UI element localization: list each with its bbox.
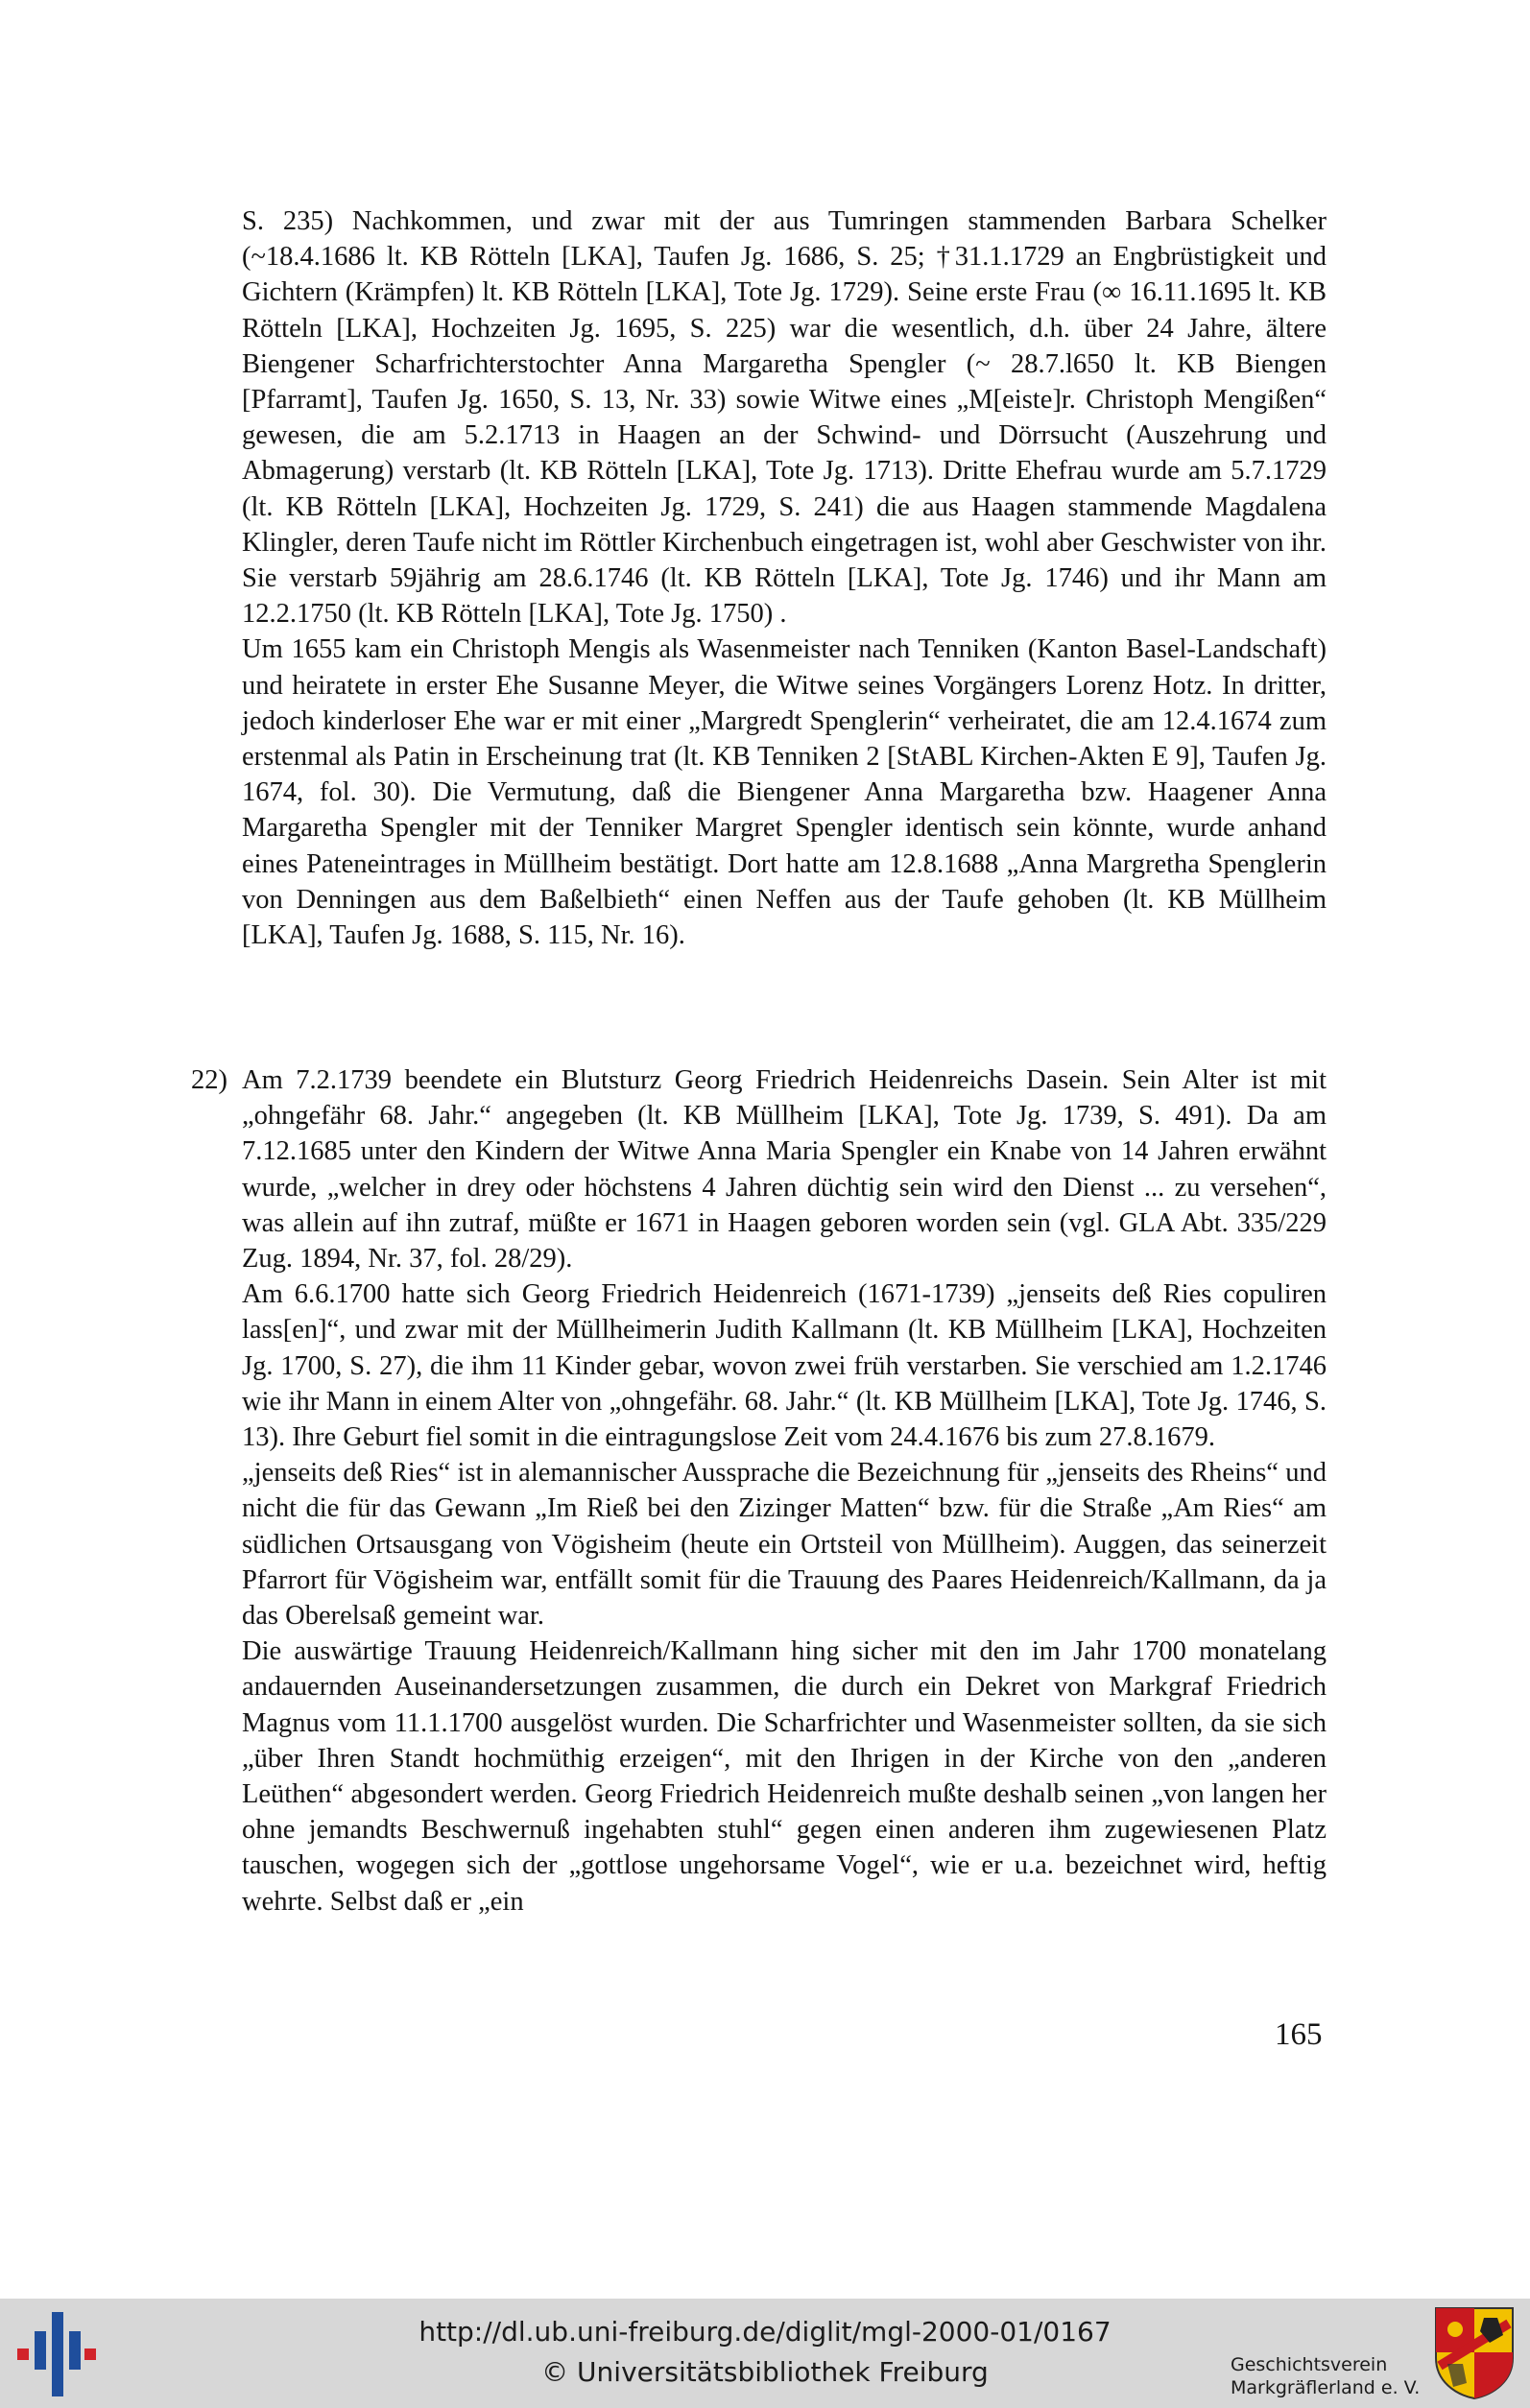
paragraph: Am 6.6.1700 hatte sich Georg Friedrich Heidenreich (1671-1739) „jenseits deß Ries copuliren lass[en]“, und zwar mit der Müllheimerin Judith Kallmann (lt. KB Müllheim [LKA], Hochzeiten Jg. 1700, S. 27), die ihm 11 Kinder gebar, wovon zwei früh verstarben. Sie verschied am 1.2.1746 wie ihr Mann in einem Alter von „ohngefähr. 68. Jahr.“ (lt. KB Müllheim [LKA], Tote Jg. 1746, S. 13). Ihre Geburt fiel somit in die eintragungslose Zeit vom 24.4.1676 bis zum 27.8.1679. — [242, 1279, 1327, 1453]
society-name-line: Geschichtsverein — [1231, 2354, 1388, 2375]
coat-of-arms-icon — [1434, 2306, 1515, 2400]
copyright-text: © Universitätsbibliothek Freiburg — [541, 2356, 989, 2388]
paragraph: Die auswärtige Trauung Heidenreich/Kallmann hing sicher mit den im Jahr 1700 monatelang andauernden Auseinandersetzungen zusammen, die durch ein Dekret von Markgraf Friedrich Magnus vom 11.1.1700 ausgelöst wurden. Die Scharfrichter und Wasenmeister sollten, da sie sich „über Ihren Standt hochmüthig erzeigen“, mit den Ihrigen in der Kirche von den „anderen Leüthen“ abgesondert werden. Georg Friedrich Heidenreich mußte deshalb seinen „von langen her ohne jemandts Beschwernuß ingehabten stuhl“ gegen einen anderen ihm zugewiesenen Platz tauschen, wogegen sich der „gottlose ungehorsame Vogel“, wie er u.a. bezeichnet wird, heftig wehrte. Selbst daß er „ein — [242, 1636, 1327, 1917]
footer-bar — [0, 2299, 1530, 2408]
paragraph: Am 7.2.1739 beendete ein Blutsturz Georg Friedrich Heidenreichs Dasein. Sein Alter ist mit „ohngefähr 68. Jahr.“ angegeben (lt. KB Müllheim [LKA], Tote Jg. 1739, S. 491). Da am 7.12.1685 unter den Kindern der Witwe Anna Maria Spengler ein Knabe von 14 Jahren erwähnt wurde, „welcher in drey oder höchstens 4 Jahren düchtig sein wird den Dienst ... zu versehen“, was allein auf ihn zutraf, müßte er 1671 in Haagen geboren worden sein (vgl. GLA Abt. 335/229 Zug. 1894, Nr. 37, fol. 28/29). — [242, 1065, 1327, 1275]
paragraph: S. 235) Nachkommen, und zwar mit der aus Tumringen stammenden Barbara Schelker (~18.4.1686 lt. KB Rötteln [LKA], Taufen Jg. 1686, S. 25; †31.1.1729 an Engbrüstigkeit und Gichtern (Krämpfen) lt. KB Rötteln [LKA], Tote Jg. 1729). Seine erste Frau (∞ 16.11.1695 lt. KB Rötteln [LKA], Hochzeiten Jg. 1695, S. 225) war die wesentlich, d.h. über 24 Jahre, ältere Biengener Scharfrichterstochter Anna Margaretha Spengler (~ 28.7.l650 lt. KB Biengen [Pfarramt], Taufen Jg. 1650, S. 13, Nr. 33) sowie Witwe eines „M[eiste]r. Christoph Mengißen“ gewesen, die am 5.2.1713 in Haagen an der Schwind- und Dörrsucht (Auszehrung und Abmagerung) verstarb (lt. KB Rötteln [LKA], Tote Jg. 1713). Dritte Ehefrau wurde am 5.7.1729 (lt. KB Rötteln [LKA], Hochzeiten Jg. 1729, S. 241) die aus Haagen stammende Magdalena Klingler, deren Taufe nicht im Röttler Kirchenbuch eingetragen ist, wohl aber Geschwister von ihr. Sie verstarb 59jährig am 28.6.1746 (lt. KB Rötteln [LKA], Tote Jg. 1746) und ihr Mann am 12.2.1750 (lt. KB Rötteln [LKA], Tote Jg. 1750) . — [242, 206, 1327, 630]
society-name-line: Markgräflerland e. V. — [1231, 2377, 1421, 2398]
society-name — [1231, 2353, 1420, 2399]
text-block-continuation — [242, 203, 1327, 953]
paragraph: „jenseits deß Ries“ ist in alemannischer Aussprache die Bezeichnung für „jenseits des Rheins“ und nicht die für das Gewann „Im Rieß bei den Zizinger Matten“ bzw. für die Straße „Am Ries“ am südlichen Ortsausgang von Vögisheim (heute ein Ortsteil von Müllheim). Auggen, das seinerzeit Pfarrort für Vögisheim war, entfällt somit für die Trauung des Paares Heidenreich/Kallmann, da ja das Oberelsaß gemeint war. — [242, 1458, 1327, 1632]
page-number: 165 — [1275, 2017, 1323, 2052]
endnote-22 — [191, 1062, 1327, 1919]
source-url-link[interactable]: http://dl.ub.uni-freiburg.de/diglit/mgl-2000-01/0167 — [418, 2316, 1112, 2348]
paragraph: Um 1655 kam ein Christoph Mengis als Wasenmeister nach Tenniken (Kanton Basel-Landschaft) und heiratete in erster Ehe Susanne Meyer, die Witwe seines Vorgängers Lorenz Hotz. In dritter, jedoch kinderloser Ehe war er mit einer „Margredt Spenglerin“ verheiratet, die am 12.4.1674 zum erstenmal als Patin in Erscheinung trat (lt. KB Tenniken 2 [StABL Kirchen-Akten E 9], Taufen Jg. 1674, fol. 30). Die Vermutung, daß die Biengener Anna Margaretha bzw. Haagener Anna Margaretha Spengler mit der Tenniker Margret Spengler identisch sein könnte, wurde anhand eines Pateneintrages in Müllheim bestätigt. Dort hatte am 12.8.1688 „Anna Margretha Spenglerin von Denningen aus dem Baßelbieth“ einen Neffen aus der Taufe gehoben (lt. KB Müllheim [LKA], Taufen Jg. 1688, S. 115, Nr. 16). — [242, 634, 1327, 951]
note-number: 22) — [191, 1065, 227, 1095]
